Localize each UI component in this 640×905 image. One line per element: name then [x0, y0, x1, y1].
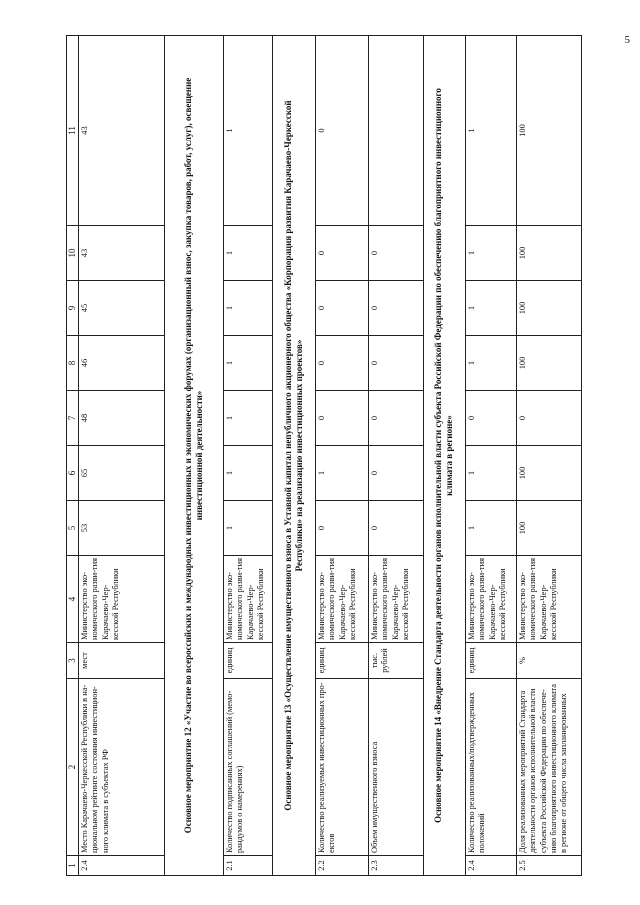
value-cell [369, 36, 424, 226]
column-number: 9 [67, 281, 79, 336]
indicator-name: Количество реализуемых инвестиционных про-ектов [316, 679, 369, 856]
value-cell: 100 [517, 226, 582, 281]
executor: Министерство эко-номического разви-тия Карачаево-Чер-кесской Республики [517, 556, 582, 643]
column-number: 6 [67, 446, 79, 501]
value-cell: 48 [79, 391, 165, 446]
value-cell: 0 [369, 501, 424, 556]
column-number: 5 [67, 501, 79, 556]
row-number: 2.5 [517, 856, 582, 876]
value-cell: 1 [466, 501, 517, 556]
value-cell: 0 [369, 336, 424, 391]
value-cell: 46 [79, 336, 165, 391]
page-number: 5 [624, 34, 630, 46]
indicator-name: Количество подписанных соглашений (мемо-рандумов о намерениях) [224, 679, 273, 856]
table-row [369, 36, 424, 876]
section-row [165, 36, 224, 876]
unit-of-measure: единиц [466, 643, 517, 679]
column-number: 7 [67, 391, 79, 446]
row-number: 2.3 [369, 856, 424, 876]
value-cell: 1 [224, 281, 273, 336]
indicator-name: Количество реализованных/подтвержденных положений [466, 679, 517, 856]
indicator-name: Доля реализованных мероприятий Стандарта деятельности органов исполнительной власти субъекта Российской Федерации по обеспече-нию благоприятного инвестиционного климата в регионе от общего числа запланированных [517, 679, 582, 856]
executor: Министерство эко-номического разви-тия Карачаево-Чер-кесской Республики [466, 556, 517, 643]
value-cell: 53 [79, 501, 165, 556]
value-cell: 0 [316, 501, 369, 556]
unit-of-measure: мест [79, 643, 165, 679]
unit-of-measure: единиц [224, 643, 273, 679]
unit-of-measure: единиц [316, 643, 369, 679]
value-cell: 1 [224, 336, 273, 391]
value-cell: 1 [224, 391, 273, 446]
value-cell: 0 [316, 281, 369, 336]
table-body [67, 36, 582, 876]
indicator-name: Место Карачаево-Черкесской Республики в на-циональном рейтинге состояния инвестицион-ного климата в субъектах РФ [79, 679, 165, 856]
value-cell: 43 [79, 36, 165, 226]
value-cell: 1 [466, 446, 517, 501]
value-cell: 1 [466, 36, 517, 226]
table-row [517, 36, 582, 876]
column-number: 2 [67, 679, 79, 856]
section-title: Основное мероприятие 14 «Внедрение Стандарта деятельности органов исполнительной власти субъекта Российской Федерации по обеспечению благоприятного инвестиционного климата в регионе» [424, 36, 466, 876]
table-row [316, 36, 369, 876]
row-number: 2.4 [466, 856, 517, 876]
column-number: 3 [67, 643, 79, 679]
column-number: 1 [67, 856, 79, 876]
value-cell: 0 [369, 226, 424, 281]
value-cell: 100 [517, 336, 582, 391]
column-number: 10 [67, 226, 79, 281]
indicator-name: Объем имущественного взноса [369, 679, 424, 856]
value-cell: 0 [466, 391, 517, 446]
section-row [424, 36, 466, 876]
row-number: 2.4 [79, 856, 165, 876]
value-cell: 45 [79, 281, 165, 336]
value-cell: 0 [369, 391, 424, 446]
table-row [466, 36, 517, 876]
column-number: 11 [67, 36, 79, 226]
value-cell: 1 [466, 281, 517, 336]
column-number: 8 [67, 336, 79, 391]
executor: Министерство эко-номического разви-тия Карачаево-Чер-кесской Республики [369, 556, 424, 643]
value-cell: 1 [316, 446, 369, 501]
table-row [224, 36, 273, 876]
row-number: 2.1 [224, 856, 273, 876]
section-title: Основное мероприятие 12 «Участие во всероссийских и международных инвестиционных и экономических форумах (организационный взнос, закупка товаров, работ, услуг), освещение инвестиционной деятельности» [165, 36, 224, 876]
value-cell: 100 [517, 281, 582, 336]
value-cell: 1 [466, 336, 517, 391]
value-cell: 43 [79, 226, 165, 281]
value-cell: 100 [517, 36, 582, 226]
value-cell: 0 [517, 391, 582, 446]
row-number: 2.2 [316, 856, 369, 876]
value-cell: 65 [79, 446, 165, 501]
value-cell: 1 [224, 36, 273, 226]
column-number: 4 [67, 556, 79, 643]
value-cell: 1 [224, 226, 273, 281]
value-cell: 0 [316, 391, 369, 446]
value-cell: 0 [316, 36, 369, 226]
value-cell: 0 [369, 446, 424, 501]
value-cell: 0 [369, 281, 424, 336]
unit-of-measure: % [517, 643, 582, 679]
value-cell: 0 [316, 226, 369, 281]
value-cell: 1 [224, 501, 273, 556]
indicators-table [66, 35, 582, 876]
value-cell: 0 [316, 336, 369, 391]
column-number-row [67, 36, 79, 876]
unit-of-measure: тыс. рублей [369, 643, 424, 679]
rotated-page-content [66, 36, 611, 876]
executor: Министерство эко-номического разви-тия Карачаево-Чер-кесской Республики [79, 556, 165, 643]
executor: Министерство эко-номического разви-тия Карачаево-Чер-кесской Республики [316, 556, 369, 643]
section-title: Основное мероприятие 13 «Осуществление имущественного взноса в Уставной капитал непубличного акционерного общества «Корпорация развития Карачаево-Черкесской Республики» на реализацию инвестиционных проектов» [273, 36, 316, 876]
value-cell: 1 [224, 446, 273, 501]
executor: Министерство эко-номического разви-тия Карачаево-Чер-кесской Республики [224, 556, 273, 643]
value-cell: 1 [466, 226, 517, 281]
section-row [273, 36, 316, 876]
value-cell: 100 [517, 501, 582, 556]
table-row [79, 36, 165, 876]
value-cell: 100 [517, 446, 582, 501]
